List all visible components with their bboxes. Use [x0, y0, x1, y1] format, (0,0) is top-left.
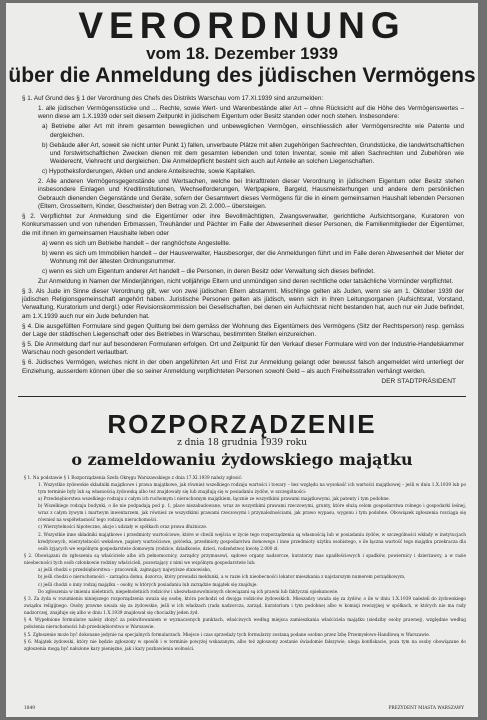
german-paragraph-5: § 5. Die Anmeldung darf nur auf besonderen Formularen erfolgen. Ort und Zeitpunkt für den Verkauf dieser Formulare wird von der Industrie-Handelskammer Warschau noch gesondert verlautbart.: [22, 341, 464, 357]
polish-date: z dnia 18 grudnia 1939 roku: [177, 437, 307, 448]
german-paragraph-1-1c: c) Hypotheksforderungen, Aktien und andere Anteilsrechte, sowie Kapitalien.: [42, 168, 256, 176]
print-number: 1849: [24, 706, 35, 711]
german-subject: über die Anmeldung des jüdischen Vermögens: [8, 64, 476, 87]
polish-paragraph-2a: a) jeśli chodzi o przedsiębiorstwa – pracownik, zajmujący najwyższe stanowisko,: [38, 568, 212, 574]
polish-paragraph-1-2: 2. Wszystkie inne składniki majątkowe i przedmioty wartościowe, które w chwili wejścia w życie tego rozporządzenia są własnością lub w posiadaniu żydów, w szczególności wkłady w instytucjach kredytowych, wierzytelności wekslowe, papiery wartościowe, gotówka, przedmioty gospodarstwa domowego i inne przedmioty użytku osobistego, o ile łączna wartość tego majątku przekracza dla osób żyjących we wspólnym gospodarstwie domowym (rodzice, dziadkowie, dzieci, rodzeństwo) kwotę 2.000 zł.: [38, 532, 466, 552]
polish-body: [6, 476, 478, 654]
polish-paragraph-1-1a: a) Przedsiębiorstwa wszelkiego rodzaju z całym ich ruchomym i nieruchomym majątkiem, łącznie ze wszystkimi prawami majątkowymi, jak patenty i tym podobne.: [38, 497, 390, 503]
polish-paragraph-6: § 6. Majątek żydowski, który nie będzie zgłoszony w sposób i w terminie powyżej wskazanym, albo też zgłoszony zostanie świadomie fałszywie, ulega konfiskacie, poza tym na osoby obowiązane do zgłoszenia mogą być nałożone kary pieniężne, jak i kary pozbawienia wolności.: [24, 639, 466, 652]
german-paragraph-1: § 1. Auf Grund des § 1 der Verordnung des Chefs des Distrikts Warschau vom 17.XI.1939 sind anzumelden:: [22, 95, 324, 102]
german-paragraph-6: § 6. Jüdisches Vermögen, welches nicht in der oben angeführten Art und Frist zur Anmeldung gelangt oder bewusst falsch angemeldet wird unterliegt der Einziehung, ausserdem können über die so seiner Anmeldung verpflichteten Personen sowohl Geld – als auch Freiheitsstrafen verhängt werden.: [22, 359, 464, 375]
german-section: [6, 7, 478, 385]
polish-paragraph-1-1b: b) Wszelkiego rodzaju budynki, o ile nie podpadają pod p. 1, place niezabudowane, wraz ze wszystkimi prawami rzeczowymi, grunty, które służą celom gospodarstwa rolnego i gospodarki leśnej, wraz z całym żywym i martwym inwentarzem, jak również ze wszystkimi prawami rzeczowymi i przynależnościami, jak prawo wypasu, wygonu i tym podobne. Obowiązek zgłoszenia rozciąga się również na współwłasność tego rodzaju nieruchomości.: [38, 504, 466, 524]
section-divider: [18, 396, 466, 397]
german-paragraph-2b: b) wenn es sich um Immobilien handelt – der Hausverwalter, Hausbesorger, der die Anmeldungen führt und im Falle deren Abwesenheit der Mieter der Wohnung mit der ältesten Ordnungsnummer.: [42, 249, 464, 265]
polish-footer: [24, 706, 464, 711]
polish-paragraph-5: § 5. Zgłoszenie może być dokonane jedynie na specjalnych formularzach. Miejsce i czas sprzedaży tych formularzy zostaną podane osobno przez Izbę Przemysłowo-Handlową w Warszawie.: [24, 632, 431, 638]
german-date: vom 18. Dezember 1939: [146, 44, 338, 63]
german-body: [6, 95, 478, 376]
german-signature: DER STADTPRÄSIDENT: [381, 377, 456, 385]
polish-title: ROZPORZĄDZENIE: [107, 408, 377, 439]
german-paragraph-2d: Zur Anmeldung in Namen der Minderjährigen, nicht volljährige Eltern und unmündigen sind deren rechtliche oder tatsächliche Vormünder verpflichtet.: [38, 277, 454, 285]
german-paragraph-1-2: 2. Alle anderen Vermögensgegenstände und Wertsachen, welche bei Inkrafttreten dieser Verordnung in jüdischem Eigentum oder Besitz stehen insbesondere Einlagen und Kreditinstitutionen, Wechselforderungen, Wertpapiere, Bargeld, Hausmeisterhungen und andere dem persönlichen Gebrauch dienenden Gegenstände und Geräte, sofern der Gesamtwert dieses Vermögens für die in einem gemeinsamen Haushalt lebenden Personen (Eltern, Grosseltern, Kinder, Geschwister) den Betrag von Zl. 2.000.– übersteigen.: [38, 178, 464, 211]
polish-signature: PREZYDENT MIASTA WARSZAWY: [388, 706, 464, 711]
polish-subject: o zameldowaniu żydowskiego majątku: [71, 449, 413, 469]
polish-paragraph-2d: Do zgłoszenia w imieniu nieletnich, niepełnoletnich rodziców i ubezwłasnowolnionych obowiązani są ich prawni lub faktyczni opiekunowie.: [38, 589, 339, 595]
german-paragraph-3: § 3. Als Jude im Sinne dieser Verordnung gilt, wer von zwei jüdischen Eltern abstammt. Mischlinge gelten als Juden, wenn sie am 1. Oktober 1939 der jüdischen Religionsgemeinschaft angehört haben. Juristische Personen gelten als jüdisch, wenn sich in ihren Leitungsorganen (Aufsichtsrat, Vorstand, Verwaltung, Kuratorium und dergl.) oder Revisionskommission bei Gesellschaften, bei denen ein Aufsichtsrat nicht bestanden hat, auch nur ein Jude befindet, am 1.X.1939 auch nur ein Jude befunden hat.: [22, 287, 464, 320]
german-title: VERORDNUNG: [78, 5, 406, 46]
german-paragraph-1-1b: b) Gebäude aller Art, soweit sie nicht unter Punkt 1) fallen, unverbaute Plätze mit allen zugehörigen Sachrechten, Grundstücke, die landwirtschaftlichen und forstwirtschaftlichen Zwecken dienen mit dem gesamten lebenden und toten Inventar, sowie mit allen Sachrechten und Zubehören wie Weiderecht, Viehrecht und dergleichen. Die Anmeldepflicht besteht sich auch auf Anteile an solchen Liegenschaften.: [42, 141, 464, 166]
polish-section: [6, 410, 478, 654]
german-paragraph-2c: c) wenn es sich um Eigentum anderer Art handelt – die Personen, in deren Besitz oder Verwaltung sich dieses befindet.: [42, 267, 375, 275]
polish-paragraph-1-1: 1. Wszystkie żydowskie składniki majątkowe i prawa majątkowe, jak również wszelkiego rodzaju wartości i towary – bez względu na wysokość ich wartości majątkowej – jeśli w dniu 1.X.1939 lub po tym terminie były lub są własnością żydowską albo też znajdowały się lub znajdują się w posiadaniu żydów, w szczególności:: [38, 482, 466, 495]
polish-paragraph-3: § 3. Za żyda w rozumieniu niniejszego rozporządzenia uważa się osobę, która pochodzi od dwojga rodziców żydowskich. Mieszańcy uważa się za żydów, o ile w dniu 1.X.1939 należeli do żydowskiego związku religijnego. Osoby prawne uważa się za żydowskie, jeśli w ich władzach (rada nadzorcza, zarząd, kuratorium i tym podobne) albo w komisji rewizyjnej w spółkach, w których nie ma rady nadzorczej, znajduje się albo w dniu 1.X.1939 znajdował się chociażby jeden żyd.: [24, 597, 466, 617]
polish-paragraph-2: § 2. Obowiązani do zgłoszenia są właściciele albo ich pełnomocnicy, zarządcy przymusowi, sądowe organy nadzorcze, kuratorzy mas upadłościowych i spadków, powiernicy i dzierżawcy, a w razie nieobecności tych osób członkowie rodziny właścicieli, pozostający z nimi we wspólnym gospodarstwie lub:: [24, 553, 466, 566]
german-paragraph-2: § 2. Verpflichtet zur Anmeldung sind die Eigentümer oder ihre Bevollmächtigten, Zwangsverwalter, gerichtliche Aufsichtsorgane, Kuratoren von Konkursmassen und von ruhenden Erbmassen, Treuhänder und Pächter im Falle der Abwesenheit dieser Personen, die Familienmitglieder der Eigentümer, die mit ihnen im gemeinsamen Haushalte leben oder: [22, 213, 464, 237]
german-paragraph-1-1: 1. alle jüdischen Vermögensstücke und ... Rechte, sowie Wert- und Warenbestände aller Art – ohne Rücksicht auf die Höhe des Vermögenswertes – wenn diese am 1.X.1939 oder seit diesem Zeitpunkt in jüdischem Eigentum oder Besitz standen oder noch stehen. Insbesondere:: [38, 104, 464, 121]
polish-paragraph-1-1c: c) Wierzytelności hipoteczne, akcje i udziały w spółkach oraz prawa dłużnicze.: [38, 525, 208, 531]
poster-sheet: [6, 3, 478, 717]
polish-paragraph-2b: b) jeśli chodzi o nieruchomości – zarządca domu, dozorca, który prowadzi meldunki, a w razie ich nieobecności lokator mieszkania z najstarszym numerem porządkowym,: [38, 575, 406, 581]
german-paragraph-4: § 4. Die ausgefüllten Formulare sind gegen Quittung bei dem gemäss der Wohnung des Eigentümers des Vermögens (Sitz der Rechtsperson) resp. gemäss der Lage der städtischen Liegenschaft oder des Betriebes in Warschau, bestimmten Stellen einzureichen.: [22, 322, 464, 339]
german-paragraph-1-1a: a) Betriebe aller Art mit ihrem gesamten beweglichen und unbeweglichen Vermögen, einschliesslich aller Vermögensrechte wie Patente und dergleichen.: [42, 123, 464, 139]
polish-paragraph-4: § 4. Wypełnione formularze należy złożyć za pokwitowaniem w wyznaczonych punktach, właściwych według miejsca zamieszkania właściciela majątku (siedziby osoby prawnej), względnie według położenia nieruchomości lub przedsiębiorstwa w Warszawie.: [24, 618, 466, 631]
polish-paragraph-1: § 1. Na podstawie § 1 Rozporządzenia Szefa Okręgu Warszawskiego z dnia 17.XI.1939 należy zgłosić:: [24, 475, 243, 481]
polish-paragraph-2c: c) jeśli chodzi o inny rodzaj majątku – osoby, w których posiadaniu lub zarządzie majątek się znajduje.: [38, 582, 258, 588]
german-paragraph-2a: a) wenn es sich um Betriebe handelt – der ranghöchste Angestellte.: [42, 239, 231, 247]
